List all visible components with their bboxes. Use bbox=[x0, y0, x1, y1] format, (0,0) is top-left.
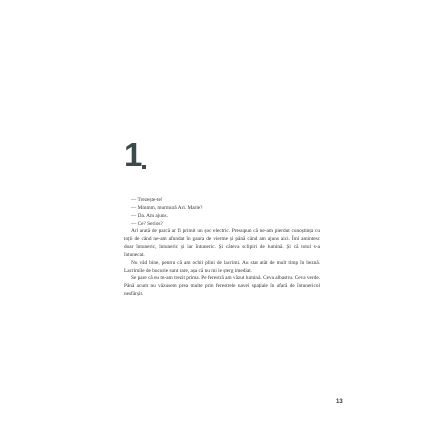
dialog-line: — Da. Am ajuns. bbox=[131, 212, 168, 219]
body-paragraph: Ari arată de parcă ar fi primit un șoc electric. Presupun că ne-am pierdut cunoștința cu toții de când ne-am afundat în gaura de vierme și până când am ajuns aici. Îmi amintesc doar întuneric, întuneric și iar întuneric. Și câteva sclipiri de lumină. Și că totul s-a întunecat. bbox=[124, 228, 320, 258]
page-number: 13 bbox=[336, 399, 343, 405]
dialog-line: — Ce? Serios? bbox=[131, 220, 163, 227]
chapter-square-mark bbox=[142, 165, 146, 169]
chapter-heading bbox=[124, 138, 146, 171]
body-paragraph: Se pare că eu m-am trezit prima. Pe ferestră am văzut lumină. Ceva albastru. Ceva verde. Până acum nu văzusem prea multe prin ferestrele navei spațiale în afară de întunericul nesfârșit. bbox=[124, 275, 320, 298]
chapter-text bbox=[124, 197, 320, 299]
chapter-number: 1 bbox=[124, 136, 142, 173]
body-paragraph: Nu văd bine, pentru că am ochii plini de lacrimi. Au stat atât de mult timp în beznă. Lacrimile de bucurie sunt rare, așa că nu mi le șterg imediat. bbox=[124, 259, 320, 274]
dialog-line: — Mmmm, murmură Ari. Marie? bbox=[131, 204, 203, 211]
dialog-line: — Trezește-te! bbox=[131, 197, 163, 203]
